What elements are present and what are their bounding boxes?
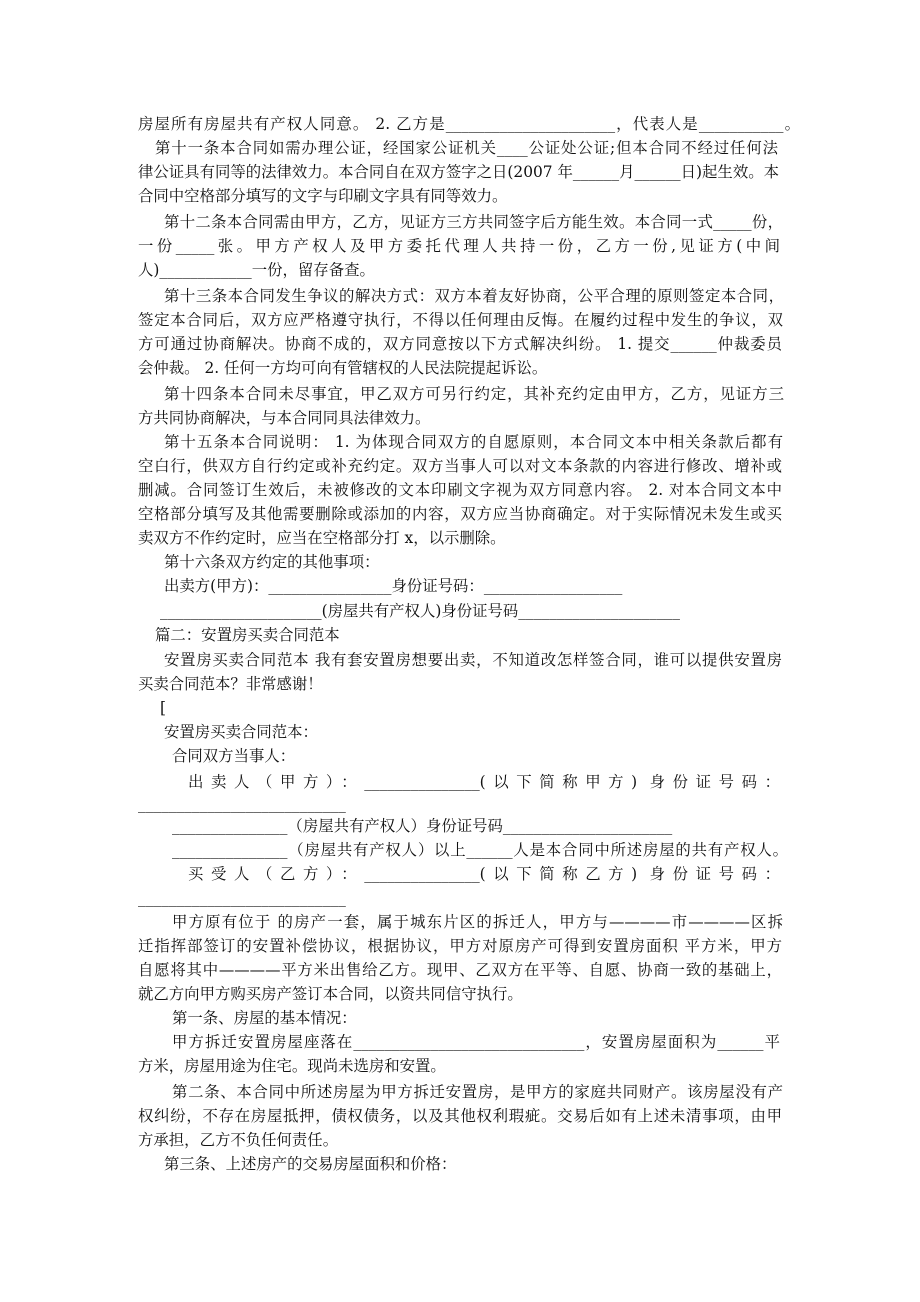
text-line: 方米，房屋用途为住宅。现尚未选房和安置。 (138, 1057, 446, 1075)
text-line: 安置房买卖合同范本： (164, 723, 318, 741)
text-line: 方承担，乙方不负任何责任。 (138, 1131, 339, 1149)
text-line: _____________________(房屋共有产权人)身份证号码_____________________ (160, 602, 680, 620)
text-line: 一份_____张。甲方产权人及甲方委托代理人共持一份，乙方一份,见证方(中间 (138, 237, 780, 255)
text-line: 空格部分填写及其他需要删除或添加的内容，双方应当协商确定。对于实际情况未发生或买 (138, 505, 782, 523)
text-line: 人)____________一份，留存备查。 (138, 261, 375, 279)
text-line: 会仲裁。 2. 任何一方均可向有管辖权的人民法院提起诉讼。 (138, 359, 548, 377)
text-line: 出卖方(甲方)：________________身份证号码：__________________ (164, 577, 623, 595)
text-line: 买卖合同范本？非常感谢！ (138, 675, 323, 693)
text-line: 出卖人（甲方）：_______________(以下简称甲方) 身份证号码： (188, 773, 780, 791)
text-line: 第十三条本合同发生争议的解决方式：双方本着友好协商，公平合理的原则签定本合同， (164, 287, 784, 305)
text-line: _______________（房屋共有产权人）以上______人是本合同中所述房屋的共有产权人。 (172, 841, 788, 859)
text-line: 买受人（乙方）：_______________(以下简称乙方) 身份证号码： (188, 865, 780, 883)
text-line: 房屋所有房屋共有产权人同意。 2. 乙方是______________________，代表人是___________。 (138, 115, 800, 133)
text-line: 安置房买卖合同范本 我有套安置房想要出卖，不知道改怎样签合同，谁可以提供安置房 (164, 651, 782, 669)
text-line: [ (160, 699, 167, 717)
text-line: 第十一条本合同如需办理公证，经国家公证机关____公证处公证;但本合同不经过任何法 (155, 139, 778, 157)
text-line: 方共同协商解决，与本合同同具法律效力。 (138, 409, 431, 427)
text-line: ___________________________ (138, 889, 346, 907)
text-line: 第十二条本合同需由甲方，乙方，见证方三方共同签字后方能生效。本合同一式_____份， (164, 213, 783, 231)
text-line: 空白行，供双方自行约定或补充约定。双方当事人可以对文本条款的内容进行修改、增补或 (138, 457, 782, 475)
text-line: 合同双方当事人： (172, 747, 296, 765)
text-line: 第二条、本合同中所述房屋为甲方拆迁安置房，是甲方的家庭共同财产。该房屋没有产 (172, 1083, 783, 1101)
text-line: 律公证具有同等的法律效力。本合同自在双方签字之日(2007 年______月______日)起生效。本 (138, 163, 779, 181)
text-line: _______________（房屋共有产权人）身份证号码______________________ (172, 817, 673, 835)
text-line: 第十六条双方约定的其他事项： (164, 553, 380, 571)
text-line: 第一条、房屋的基本情况： (172, 1009, 357, 1027)
text-line: 方可通过协商解决。协商不成的，双方同意按以下方式解决纠纷。 1. 提交______仲裁委员 (138, 335, 782, 353)
text-line: 删减。合同签订生效后，未被修改的文本印刷文字视为双方同意内容。 2. 对本合同文本中 (138, 481, 782, 499)
text-line: 第三条、上述房产的交易房屋面积和价格： (164, 1155, 457, 1173)
text-line: 合同中空格部分填写的文字与印刷文字具有同等效力。 (138, 187, 508, 205)
text-line: 就乙方向甲方购买房产签订本合同，以资共同信守执行。 (138, 985, 523, 1003)
text-line: 第十五条本合同说明： 1. 为体现合同双方的自愿原则，本合同文本中相关条款后都有 (164, 433, 783, 451)
text-line: 迁指挥部签订的安置补偿协议，根据协议，甲方对原房产可得到安置房面积 平方米，甲方 (138, 937, 782, 955)
text-line: 甲方原有位于 的房产一套，属于城东片区的拆迁人，甲方与————市————区拆 (172, 913, 783, 931)
text-line: 权纠纷，不存在房屋抵押，债权债务，以及其他权利瑕疵。交易后如有上述未清事项，由甲 (138, 1107, 782, 1125)
text-line: ___________________________ (138, 795, 346, 813)
text-line: 第十四条本合同未尽事宜，甲乙双方可另行约定，其补充约定由甲方，乙方，见证方三 (164, 385, 784, 403)
text-line: 卖双方不作约定时，应当在空格部分打 x，以示删除。 (138, 529, 506, 547)
section-heading: 篇二：安置房买卖合同范本 (155, 626, 340, 644)
text-line: 自愿将其中————平方米出售给乙方。现甲、乙双方在平等、自愿、协商一致的基础上， (138, 961, 782, 979)
text-line: 签定本合同后，双方应严格遵守执行，不得以任何理由反悔。在履约过程中发生的争议，双 (138, 311, 783, 329)
text-line: 甲方拆迁安置房屋座落在______________________________，安置房屋面积为______平 (172, 1033, 780, 1051)
